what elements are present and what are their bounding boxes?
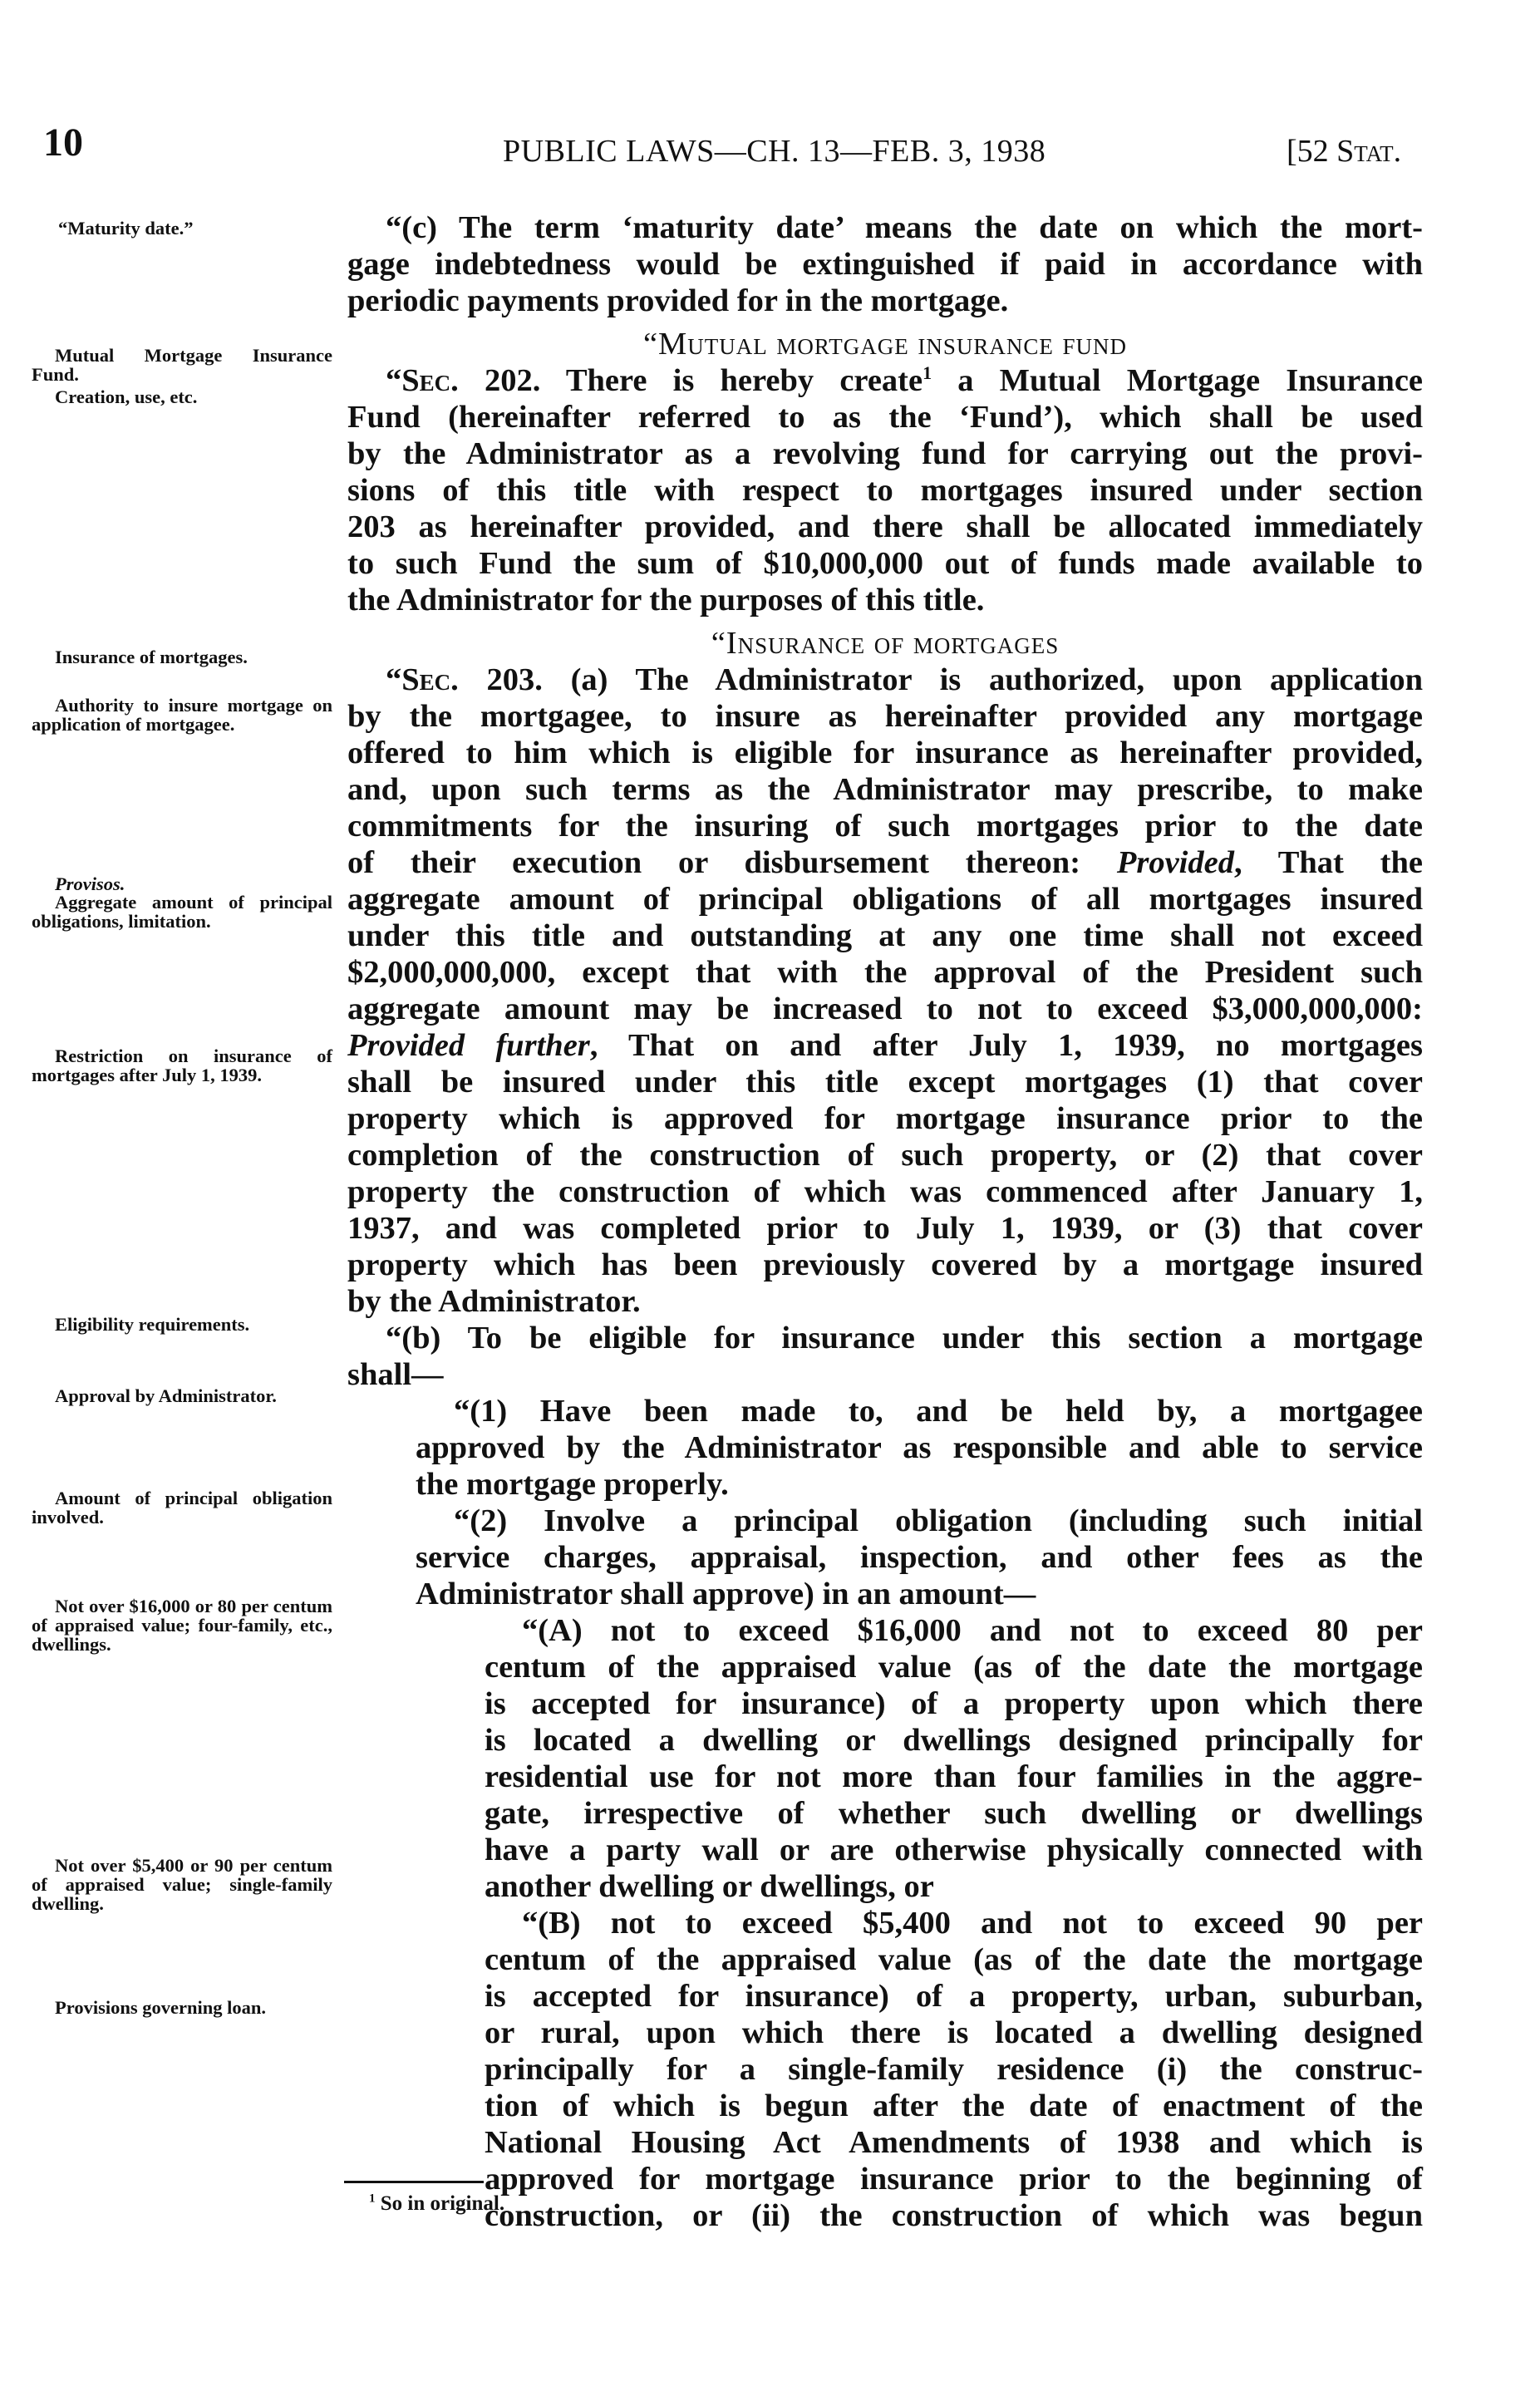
text-line: “(1) Have been made to, and be held by, a mortgagee	[454, 1394, 1423, 1429]
text-line: another dwelling or dwellings, or	[485, 1869, 934, 1904]
text-line: or rural, upon which there is located a dwelling designed	[485, 2015, 1423, 2050]
text-line: approved by the Administrator as responsible and able to service	[416, 1430, 1423, 1465]
text-line: aggregate amount may be increased to not to exceed $3,000,000,000:	[347, 991, 1423, 1026]
text-line: shall be insured under this title except mortgages (1) that cover	[347, 1065, 1423, 1100]
statute-abbrev: Stat.	[1336, 134, 1402, 169]
text-line: construction, or (ii) the construction of which was begun	[485, 2198, 1423, 2233]
text-line: periodic payments provided for in the mortgage.	[347, 283, 1009, 318]
margin-note-text: Amount of principal obligation involved.	[32, 1488, 332, 1528]
margin-note-text: Approval by Administrator.	[55, 1385, 277, 1406]
section-heading-203: “Insurance of mortgages	[711, 626, 1060, 661]
text-line: the Administrator for the purposes of this title.	[347, 583, 985, 617]
text-line: service charges, appraisal, inspection, and other fees as the	[416, 1540, 1423, 1575]
text-line: is accepted for insurance) of a property, urban, suburban,	[485, 1979, 1423, 2014]
item-B	[347, 1905, 1423, 2234]
text-line: is located a dwelling or dwellings designed principally for	[485, 1723, 1423, 1758]
statute-reference	[1287, 133, 1401, 170]
margin-note-text: Not over $5,400 or 90 per centum of appraised value; single-family dwelling.	[32, 1855, 332, 1914]
item-2	[347, 1503, 1423, 1612]
footnote	[369, 2192, 504, 2216]
margin-note-text: Eligibility requirements.	[55, 1314, 250, 1335]
item-1	[347, 1393, 1423, 1503]
text-line: property the construction of which was commenced after January 1,	[347, 1174, 1423, 1209]
text-line: “(A) not to exceed $16,000 and not to exceed 80 per	[522, 1613, 1423, 1648]
item-A	[347, 1612, 1423, 1905]
text-line: sions of this title with respect to mortgages insured under section	[347, 473, 1423, 508]
margin-note-text: Insurance of mortgages.	[55, 647, 248, 667]
text-line: approved for mortgage insurance prior to the beginning of	[485, 2162, 1423, 2197]
section-203a	[347, 662, 1423, 1320]
text-line: aggregate amount of principal obligations of all mortgages insured	[347, 882, 1423, 917]
margin-note-creation-use	[32, 387, 332, 406]
body-text	[347, 209, 1423, 2234]
text-line	[347, 1027, 1423, 1064]
text-line: by the mortgagee, to insure as hereinafter provided any mortgage	[347, 699, 1423, 734]
margin-note-approval	[32, 1386, 332, 1405]
text-line: have a party wall or are otherwise physically connected with	[485, 1833, 1423, 1867]
text-line: tion of which is begun after the date of enactment of the	[485, 2088, 1423, 2123]
text-line: the mortgage properly.	[416, 1467, 729, 1502]
text-line: gage indebtedness would be extinguished if paid in accordance with	[347, 247, 1423, 282]
section-203b	[347, 1320, 1423, 1393]
text-line: centum of the appraised value (as of the date the mortgage	[485, 1942, 1423, 1977]
text-line: under this title and outstanding at any one time shall not exceed	[347, 918, 1423, 953]
text-line: Fund (hereinafter referred to as the ‘Fund’), which shall be used	[347, 400, 1423, 435]
footnote-rule	[344, 2181, 484, 2183]
text-line: shall—	[347, 1357, 444, 1392]
text-run: , That on and after July 1, 1939, no mortgages	[589, 1028, 1423, 1063]
text-line: “(b) To be eligible for insurance under this section a mortgage	[386, 1321, 1423, 1355]
text-line: “(c) The term ‘maturity date’ means the date on which the mort-	[386, 210, 1423, 245]
text-line: commitments for the insuring of such mortgages prior to the date	[347, 809, 1423, 844]
margin-note-authority-to-insure	[32, 696, 332, 734]
text-line: centum of the appraised value (as of the date the mortgage	[485, 1650, 1423, 1685]
text-line: principally for a single-family residence (i) the construc-	[485, 2052, 1423, 2087]
text-run: of their execution or disbursement thereon:	[347, 845, 1117, 880]
text-run: , That the	[1233, 845, 1423, 880]
margin-note-provisos	[32, 874, 332, 893]
text-line: “(2) Involve a principal obligation (including such initial	[454, 1503, 1423, 1538]
margin-note-eligibility	[32, 1315, 332, 1334]
section-202	[347, 362, 1423, 618]
text-run: a Mutual Mortgage Insurance	[932, 363, 1423, 398]
margin-note-text: Creation, use, etc.	[55, 386, 198, 407]
text-line: 203 as hereinafter provided, and there shall be allocated immediately	[347, 509, 1423, 544]
text-line: 1937, and was completed prior to July 1, 1939, or (3) that cover	[347, 1211, 1423, 1246]
text-line: residential use for not more than four families in the aggre-	[485, 1759, 1423, 1794]
text-line: gate, irrespective of whether such dwelling or dwellings	[485, 1796, 1423, 1831]
footnote-mark: 1	[369, 2192, 376, 2206]
margin-note-not-over-16000	[32, 1596, 332, 1654]
margin-note-aggregate-amount	[32, 893, 332, 931]
proviso-italic: Provided further	[347, 1028, 590, 1063]
text-line: completion of the construction of such property, or (2) that cover	[347, 1138, 1423, 1173]
sec-label: “Sec.	[386, 363, 459, 398]
margin-note-text: Restriction on insurance of mortgages after July 1, 1939.	[32, 1045, 332, 1085]
text-line: “(B) not to exceed $5,400 and not to exceed 90 per	[522, 1906, 1423, 1941]
margin-note-text: Mutual Mortgage Insurance Fund.	[32, 345, 332, 385]
text-line: by the Administrator.	[347, 1284, 641, 1319]
proviso-italic: Provided	[1116, 845, 1234, 880]
margin-note-restriction	[32, 1046, 332, 1085]
text-line: by the Administrator as a revolving fund for carrying out the provi-	[347, 436, 1423, 471]
margin-note-text: Provisions governing loan.	[55, 1997, 266, 2018]
margin-note-insurance-of-mortgages	[32, 647, 332, 667]
running-head: PUBLIC LAWS—CH. 13—FEB. 3, 1938	[503, 134, 1046, 169]
margin-note-mutual-mortgage-fund	[32, 346, 332, 384]
text-line: is accepted for insurance) of a property upon which there	[485, 1686, 1423, 1721]
text-run: 202. There is hereby create	[458, 363, 923, 398]
page-number: 10	[43, 121, 83, 165]
margin-note-not-over-5400	[32, 1856, 332, 1913]
text-line	[347, 362, 1423, 399]
text-line: Administrator shall approve) in an amount—	[416, 1577, 1036, 1611]
margin-note-text: Authority to insure mortgage on application of mortgagee.	[32, 695, 332, 735]
margin-note-text: Not over $16,000 or 80 per centum of appraised value; four-family, etc., dwellings.	[32, 1596, 332, 1655]
footnote-text: So in original.	[375, 2192, 505, 2215]
text-line: property which has been previously covered by a mortgage insured	[347, 1247, 1423, 1282]
text-line	[347, 844, 1423, 881]
text-line: National Housing Act Amendments of 1938 and which is	[485, 2125, 1423, 2160]
margin-note-amount-principal	[32, 1488, 332, 1527]
text-line: and, upon such terms as the Administrator may prescribe, to make	[347, 772, 1423, 807]
footnote-reference: 1	[923, 362, 932, 384]
statute-volume: [52	[1287, 134, 1337, 169]
text-line	[347, 662, 1423, 698]
margin-note-text: Aggregate amount of principal obligations, limitation.	[32, 892, 332, 932]
margin-note-provisions-governing	[32, 1998, 332, 2017]
text-run: 203. (a) The Administrator is authorized, upon application	[458, 662, 1423, 697]
sec-label: “Sec.	[386, 662, 459, 697]
margin-note-text: Provisos.	[55, 873, 125, 894]
text-line: $2,000,000,000, except that with the approval of the President such	[347, 955, 1423, 990]
section-heading-202: “Mutual mortgage insurance fund	[642, 327, 1128, 362]
text-line: to such Fund the sum of $10,000,000 out of funds made available to	[347, 546, 1423, 581]
text-line: offered to him which is eligible for insurance as hereinafter provided,	[347, 736, 1423, 770]
margin-note-maturity-date: “Maturity date.”	[58, 218, 194, 239]
text-line: property which is approved for mortgage insurance prior to the	[347, 1101, 1423, 1136]
paragraph-c	[347, 209, 1423, 319]
